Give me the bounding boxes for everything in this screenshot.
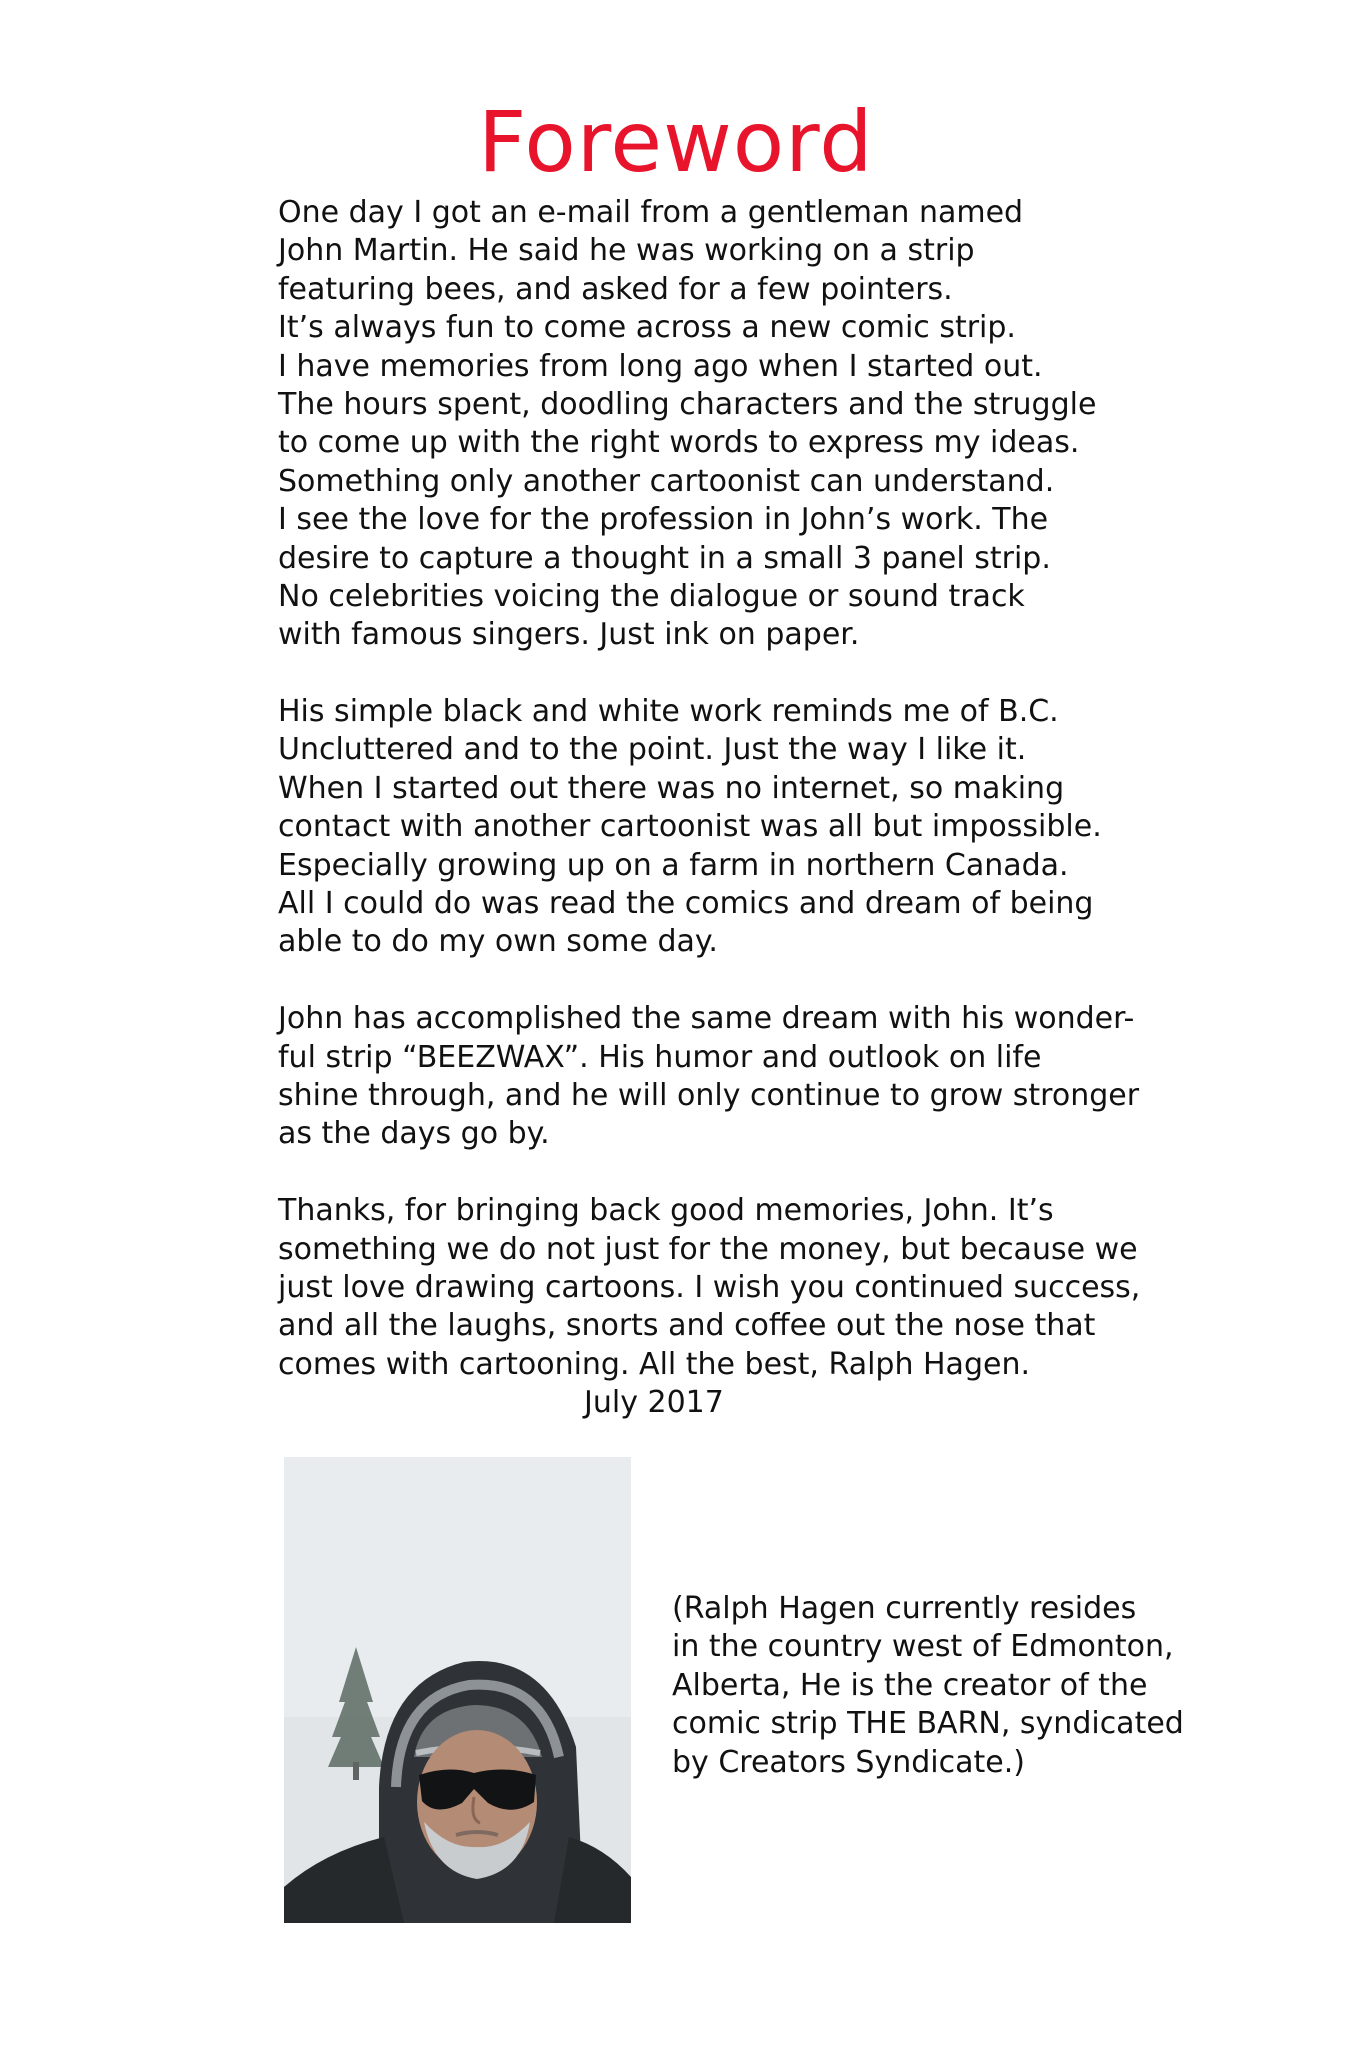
text-line: His simple black and white work reminds me of B.C. [278,694,1059,730]
caption-line: by Creators Syndicate.) [672,1744,1025,1780]
text-line: No celebrities voicing the dialogue or sound track [278,578,1025,614]
paragraph-break [278,655,1218,693]
text-line: Something only another cartoonist can understand. [278,463,1055,499]
text-line: comes with cartooning. All the best, Ralph Hagen. [278,1346,1030,1382]
caption-line: in the country west of Edmonton, [672,1629,1174,1665]
text-line: I have memories from long ago when I started out. [278,348,1043,384]
text-line: as the days go by. [278,1116,550,1152]
text-line: to come up with the right words to express my ideas. [278,425,1080,461]
caption-line: (Ralph Hagen currently resides [672,1591,1137,1626]
text-line: Uncluttered and to the point. Just the way I like it. [278,732,1027,768]
date-line: July 2017 [584,1385,724,1421]
text-line: One day I got an e-mail from a gentleman named [278,195,1024,230]
photo-caption [672,1590,1232,1782]
text-line: something we do not just for the money, but because we [278,1231,1138,1267]
text-line: with famous singers. Just ink on paper. [278,617,860,653]
text-line: able to do my own some day. [278,924,718,960]
paragraph-break [278,962,1218,1000]
text-line: desire to capture a thought in a small 3 panel strip. [278,540,1051,576]
text-line: and all the laughs, snorts and coffee out the nose that [278,1308,1096,1344]
text-line: John has accomplished the same dream with his wonder- [278,1001,1135,1037]
text-line: The hours spent, doodling characters and the struggle [278,386,1097,422]
text-line: shine through, and he will only continue to grow stronger [278,1077,1140,1113]
caption-line: comic strip THE BARN, syndicated [672,1706,1184,1742]
text-line: I see the love for the profession in John’s work. The [278,502,1049,538]
text-line: John Martin. He said he was working on a strip [278,233,975,269]
text-line: When I started out there was no internet, so making [278,770,1065,806]
text-line: just love drawing cartoons. I wish you continued success, [278,1269,1141,1305]
page-title: Foreword [478,93,874,191]
caption-line: Alberta, He is the creator of the [672,1667,1148,1703]
author-photo [284,1457,631,1923]
paragraph-break [278,1154,1218,1192]
text-line: Especially growing up on a farm in northern Canada. [278,847,1069,883]
text-line: Thanks, for bringing back good memories, John. It’s [278,1193,1054,1229]
text-line: ful strip “BEEZWAX”. His humor and outlook on life [278,1039,1042,1075]
text-line: contact with another cartoonist was all but impossible. [278,809,1102,845]
text-line: All I could do was read the comics and dream of being [278,886,1094,922]
foreword-body [278,194,1218,1423]
text-line: It’s always fun to come across a new comic strip. [278,310,1016,346]
text-line: featuring bees, and asked for a few pointers. [278,271,953,307]
